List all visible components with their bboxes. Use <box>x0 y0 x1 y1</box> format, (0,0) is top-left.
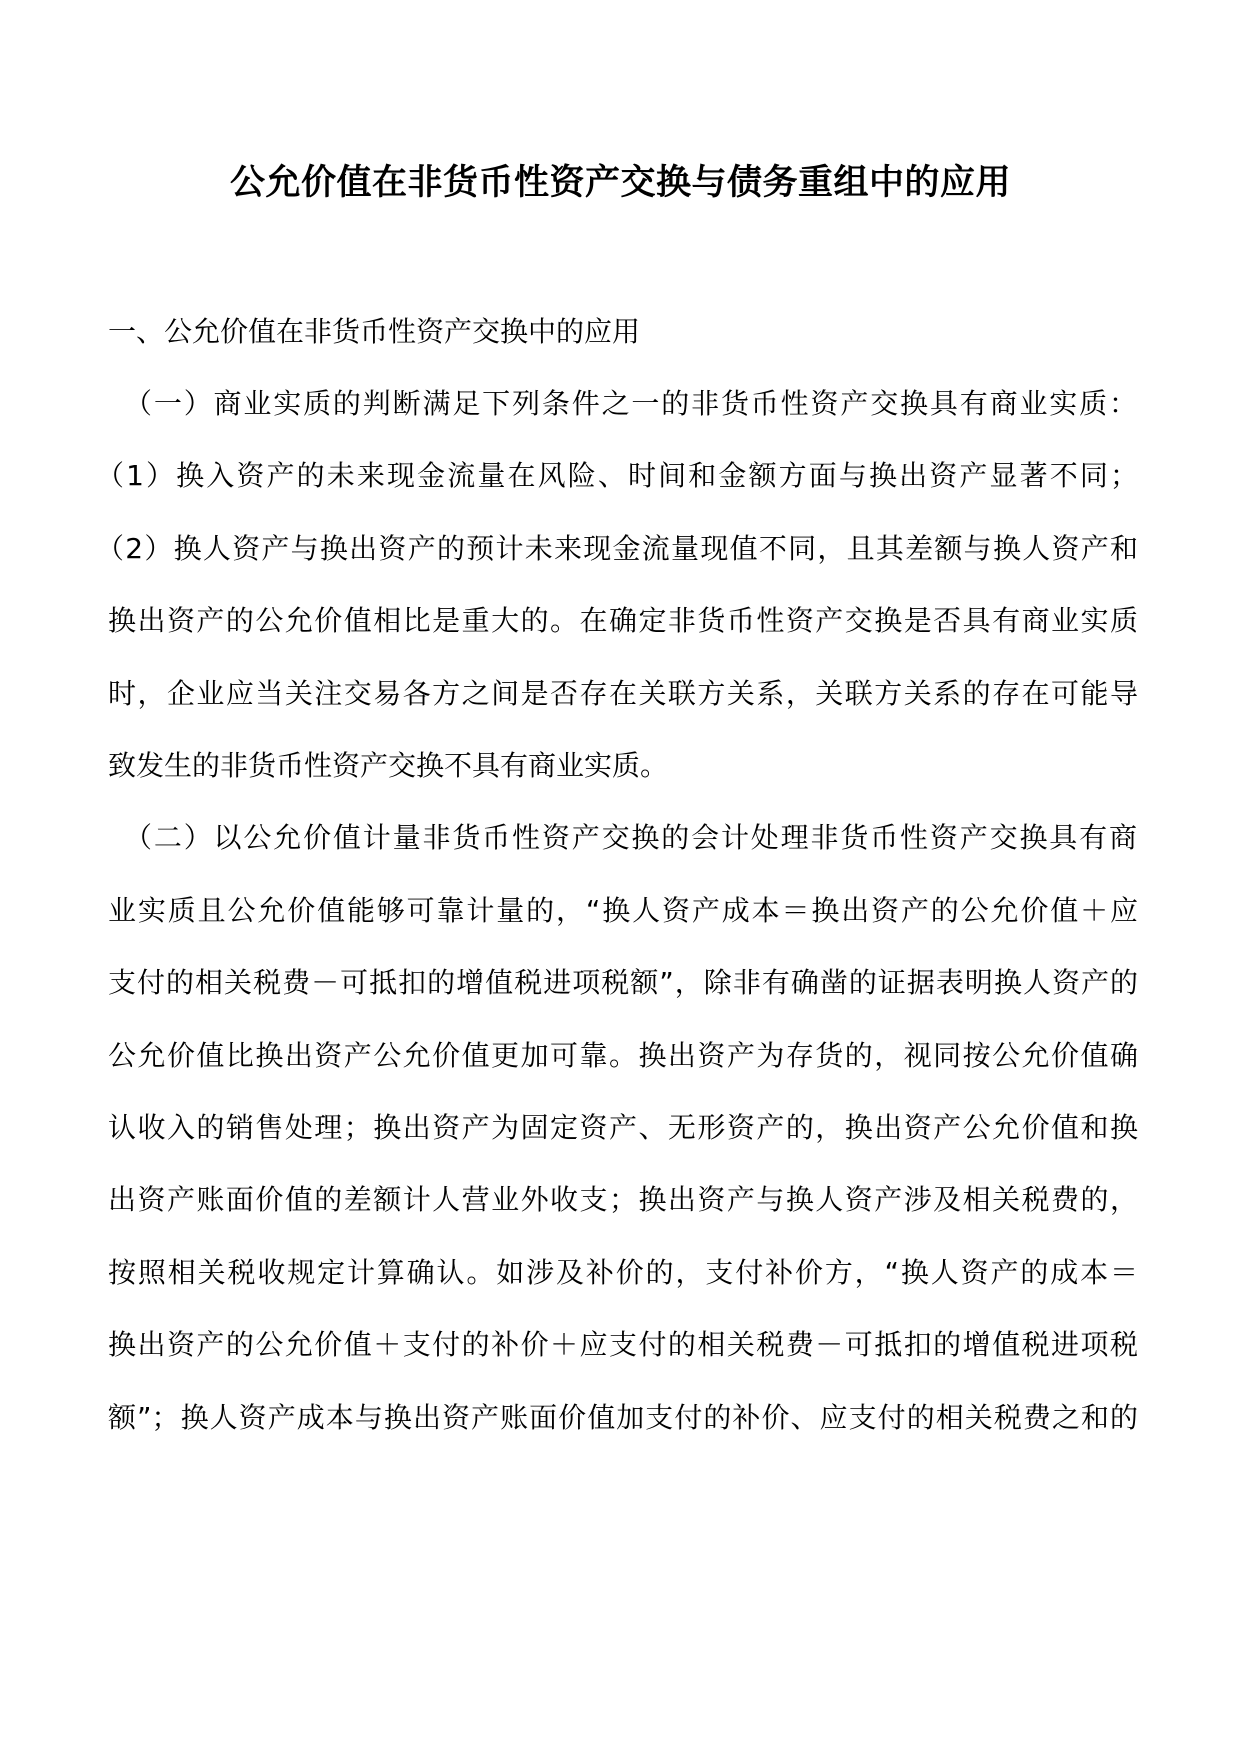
paragraph-line: 支付的相关税费－可抵扣的增值税进项税额”，除非有确凿的证据表明换人资产的 <box>108 966 1138 999</box>
paragraph-line: （二）以公允价值计量非货币性资产交换的会计处理非货币性资产交换具有商 <box>124 821 1137 854</box>
paragraph-line: 额”；换人资产成本与换出资产账面价值加支付的补价、应支付的相关税费之和的 <box>108 1401 1138 1434</box>
document-title: 公允价值在非货币性资产交换与债务重组中的应用 <box>229 163 1011 203</box>
paragraph-line: 致发生的非货币性资产交换不具有商业实质。 <box>108 749 669 782</box>
paragraph-line: （1）换入资产的未来现金流量在风险、时间和金额方面与换出资产显著不同； <box>96 459 1138 492</box>
paragraph-line: 认收入的销售处理；换出资产为固定资产、无形资产的，换出资产公允价值和换 <box>108 1111 1138 1144</box>
paragraph-line: 按照相关税收规定计算确认。如涉及补价的，支付补价方，“换人资产的成本＝ <box>108 1256 1138 1289</box>
section-heading: 一、公允价值在非货币性资产交换中的应用 <box>108 315 641 348</box>
paragraph-line: 换出资产的公允价值＋支付的补价＋应支付的相关税费－可抵扣的增值税进项税 <box>108 1328 1138 1361</box>
paragraph-line: （一）商业实质的判断满足下列条件之一的非货币性资产交换具有商业实质： <box>124 387 1137 420</box>
paragraph-line: 出资产账面价值的差额计人营业外收支；换出资产与换人资产涉及相关税费的， <box>108 1183 1138 1216</box>
paragraph-line: 换出资产的公允价值相比是重大的。在确定非货币性资产交换是否具有商业实质 <box>108 604 1138 637</box>
paragraph-line: （2）换人资产与换出资产的预计未来现金流量现值不同，且其差额与换人资产和 <box>96 532 1138 565</box>
paragraph-line: 公允价值比换出资产公允价值更加可靠。换出资产为存货的，视同按公允价值确 <box>108 1039 1138 1072</box>
paragraph-line: 时，企业应当关注交易各方之间是否存在关联方关系，关联方关系的存在可能导 <box>108 677 1138 710</box>
paragraph-line: 业实质且公允价值能够可靠计量的，“换人资产成本＝换出资产的公允价值＋应 <box>108 894 1138 927</box>
